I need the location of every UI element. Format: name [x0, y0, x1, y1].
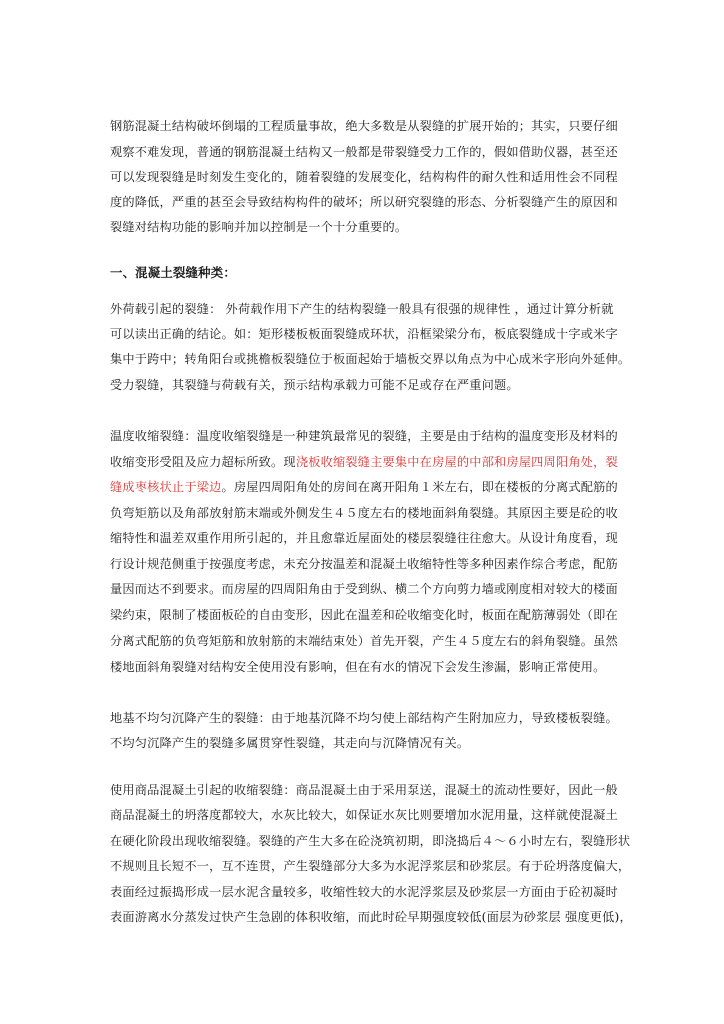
load-line-1: 外荷载引起的裂缝： 外荷载作用下产生的结构裂缝一般具有很强的规律性 ，通过计算分析就 [110, 302, 614, 316]
temp-line-6: 行设计规范侧重于按强度考虑，未充分按温差和混凝土收缩特性等多种因素作综合考虑，配筋 [110, 557, 618, 571]
commercial-line-5: 表面经过振捣形成一层水泥含量较多，收缩性较大的水泥浮浆层及砂浆层一方面由于砼初凝时 [110, 885, 618, 899]
intro-line-2: 观察不难发现，普通的钢筋混凝土结构又一般都是带裂缝受力工作的，假如借助仪器，甚至还 [110, 145, 618, 159]
temp-highlight-part-1: 浇板收缩裂缝主要集中在房屋的中部和房屋四周阳角处，裂 [295, 455, 618, 469]
temp-line-2-text: 收缩变形受阻及应力超标所致。现 [110, 455, 296, 469]
load-line-2: 可以读出正确的结论。如：矩形楼板板面裂缝成环状，沿框梁梁分布，板底裂缝成十字或米字 [110, 327, 618, 341]
temp-line-4: 负弯矩筋以及角部放射筋末端或外侧发生４５度左右的楼地面斜角裂缝。其原因主要是砼的收 [110, 506, 618, 520]
settle-line-1: 地基不均匀沉降产生的裂缝：由于地基沉降不均匀使上部结构产生附加应力，导致楼板裂缝。 [110, 711, 618, 725]
temp-line-9: 分离式配筋的负弯矩筋和放射筋的末端结束处）首先开裂，产生４５度左右的斜角裂缝。虽然 [110, 634, 618, 648]
temp-line-10: 楼地面斜角裂缝对结构安全使用没有影响，但在有水的情况下会发生渗漏，影响正常使用。 [110, 660, 606, 674]
load-line-3: 集中于跨中；转角阳台或挑檐板裂缝位于板面起始于墙板交界以角点为中心成米字形向外延伸。 [110, 352, 631, 366]
commercial-line-1: 使用商品混凝土引起的收缩裂缝：商品混凝土由于采用泵送，混凝土的流动性要好，因此一般 [110, 783, 618, 797]
commercial-line-4: 不规则且长短不一，互不连贯，产生裂缝部分大多为水泥浮浆层和砂浆层。有于砼坍落度偏大， [110, 859, 631, 873]
commercial-line-2: 商品混凝土的坍落度都较大，水灰比较大，如保证水灰比则要增加水泥用量，这样就使混凝土 [110, 808, 618, 822]
intro-line-3: 可以发现裂缝是时刻发生变化的，随着裂缝的发展变化，结构构件的耐久性和适用性会不同程 [110, 170, 618, 184]
intro-line-1: 钢筋混凝土结构破坏倒塌的工程质量事故，绝大多数是从裂缝的扩展开始的；其实，只要仔细 [110, 119, 618, 133]
settle-line-2: 不均匀沉降产生的裂缝多属贯穿性裂缝，其走向与沉降情况有关。 [110, 736, 470, 750]
section-heading: 一、混凝土裂缝种类： [110, 265, 236, 280]
load-line-4: 受力裂缝，其裂缝与荷载有关，预示结构承载力可能不足或存在严重问题。 [110, 378, 519, 392]
temp-line-3-text: 。房屋四周阳角处的房间在离开阳角１米左右，即在楼板的分离式配筋的 [221, 480, 618, 494]
commercial-line-6: 表面游离水分蒸发过快产生急剧的体积收缩，而此时砼早期强度较低(面层为砂浆层 强度更低)， [110, 910, 632, 924]
temp-line-3 [110, 479, 618, 495]
commercial-line-3: 在硬化阶段出现收缩裂缝。裂缝的产生大多在砼浇筑初期，即浇捣后４～６小时左右，裂缝形状 [110, 834, 631, 848]
temp-highlight-part-2: 缝成枣核状止于梁边 [110, 480, 222, 494]
intro-line-4: 度的降低，严重的甚至会导致结构构件的破坏；所以研究裂缝的形态、分析裂缝产生的原因和 [110, 195, 618, 209]
temp-line-1: 温度收缩裂缝：温度收缩裂缝是一种建筑最常见的裂缝，主要是由于结构的温度变形及材料的 [110, 429, 618, 443]
temp-line-7: 量因而达不到要求。而房屋的四周阳角由于受到纵、横二个方向剪力墙或刚度相对较大的楼面 [110, 582, 618, 596]
intro-line-5: 裂缝对结构功能的影响并加以控制是一个十分重要的。 [110, 220, 408, 234]
temp-line-2 [110, 454, 618, 470]
temp-line-8: 梁约束，限制了楼面板砼的自由变形，因此在温差和砼收缩变化时，板面在配筋薄弱处（即在 [110, 608, 618, 622]
temp-line-5: 缩特性和温差双重作用所引起的，并且愈靠近屋面处的楼层裂缝往往愈大。从设计角度看，现 [110, 531, 618, 545]
